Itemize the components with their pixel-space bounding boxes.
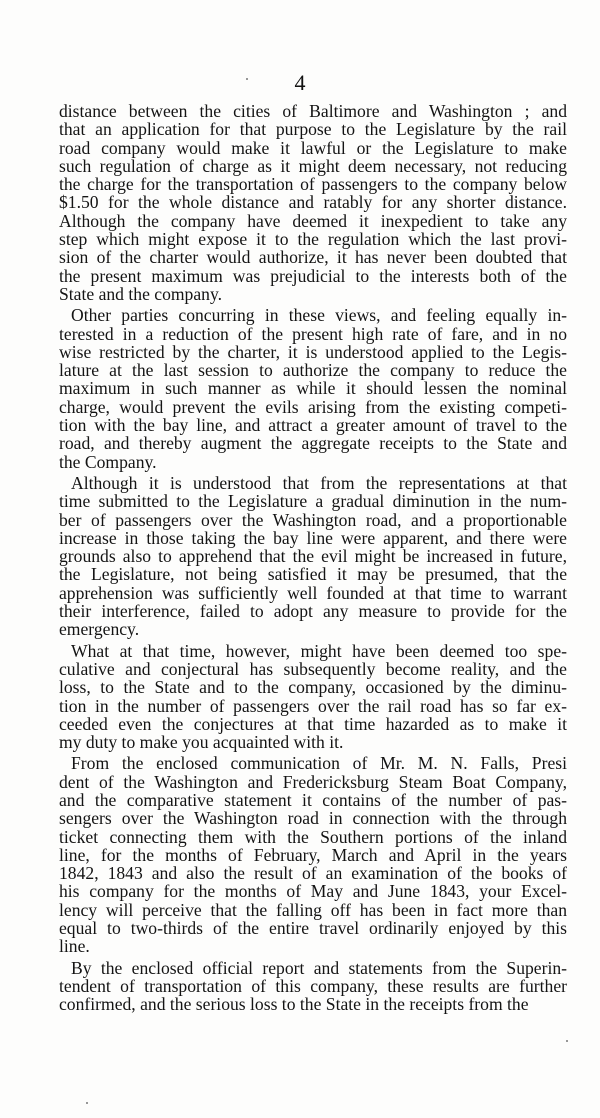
text-line: terested in a reduction of the present high rate of fare, and in no	[59, 323, 567, 344]
text-line: distance between the cities of Baltimore and Washington ; and	[59, 101, 567, 121]
text-line: the charge for the transportation of passengers to the company below	[59, 174, 567, 195]
text-line: $1.50 for the whole distance and ratably for any shorter distance.	[59, 192, 567, 213]
text-line: the present maximum was prejudicial to the interests both of the	[59, 265, 567, 286]
text-line: apprehension was sufficiently well founded at that time to warrant	[59, 582, 567, 603]
text-line: such regulation of charge as it might deem necessary, not reducing	[59, 155, 567, 176]
text-line: step which might expose it to the regulation which the last provi-	[59, 229, 567, 250]
text-line: tion with the bay line, and attract a greater amount of travel to the	[59, 415, 567, 436]
print-speck	[86, 1102, 88, 1104]
page-number: 4	[294, 70, 306, 95]
text-line: ber of passengers over the Washington road, and a proportionable	[59, 509, 567, 530]
text-line: their interference, failed to adopt any measure to provide for the	[59, 601, 567, 622]
text-line: tion in the number of passengers over the rail road has so far ex-	[59, 695, 567, 716]
text-line: loss, to the State and to the company, occasioned by the diminu-	[59, 677, 567, 698]
text-line: the Legislature, not being satisfied it may be presumed, that the	[59, 564, 567, 585]
text-line: From the enclosed communication of Mr. M. N. Falls, Presi	[71, 753, 567, 774]
text-line: that an application for that purpose to the Legislature by the rail	[59, 119, 567, 140]
text-line: tendent of transportation of this company, these results are further	[59, 975, 567, 996]
print-speck	[246, 78, 248, 80]
text-line: time submitted to the Legislature a gradual diminution in the num-	[59, 491, 567, 512]
text-line: ceeded even the conjectures at that time hazarded as to make it	[59, 713, 567, 734]
text-line: his company for the months of May and June 1843, your Excel-	[59, 881, 567, 902]
text-line: grounds also to apprehend that the evil might be increased in future,	[59, 546, 567, 567]
text-line: lency will perceive that the falling off has been in fact more than	[59, 899, 567, 920]
text-line: culative and conjectural has subsequently become reality, and the	[59, 658, 567, 679]
text-line: ticket connecting them with the Southern portions of the inland	[59, 826, 567, 847]
text-line: dent of the Washington and Fredericksburg Steam Boat Company,	[59, 771, 567, 792]
text-line: equal to two-thirds of the entire travel ordinarily enjoyed by this	[59, 918, 567, 939]
text-line: lature at the last session to authorize the company to reduce the	[59, 360, 567, 381]
text-line: road company would make it lawful or the Legislature to make	[59, 137, 567, 158]
text-line: emergency.	[59, 619, 140, 640]
text-line: line, for the months of February, March and April in the years	[59, 844, 567, 865]
text-line: Although the company have deemed it inexpedient to take any	[59, 210, 567, 231]
text-line: Other parties concurring in these views, and feeling equally in-	[71, 305, 567, 326]
text-line: maximum in such manner as while it should lessen the nominal	[59, 378, 567, 399]
text-line: sengers over the Washington road in connection with the through	[59, 808, 567, 829]
text-line: road, and thereby augment the aggregate receipts to the State and	[59, 433, 567, 454]
text-line: my duty to make you acquainted with it.	[59, 732, 344, 753]
text-line: sion of the charter would authorize, it has never been doubted that	[59, 247, 567, 268]
text-line: the Company.	[59, 451, 157, 472]
text-line: State and the company.	[59, 283, 223, 304]
text-line: What at that time, however, might have been deemed too spe-	[71, 640, 567, 661]
text-line: 1842, 1843 and also the result of an examination of the books of	[59, 863, 567, 884]
text-line: increase in those taking the bay line were apparent, and there were	[59, 527, 567, 548]
text-line: By the enclosed official report and statements from the Superin-	[71, 957, 567, 978]
text-line: line.	[59, 936, 90, 957]
text-line: wise restricted by the charter, it is understood applied to the Legis-	[59, 341, 567, 362]
text-line: charge, would prevent the evils arising from the existing competi-	[59, 396, 567, 417]
print-speck	[566, 1040, 568, 1042]
body-text	[59, 102, 567, 1014]
text-line: and the comparative statement it contains of the number of pas-	[59, 789, 567, 810]
text-line: confirmed, and the serious loss to the State in the receipts from the	[59, 994, 529, 1015]
text-line: Although it is understood that from the representations at that	[71, 472, 567, 493]
